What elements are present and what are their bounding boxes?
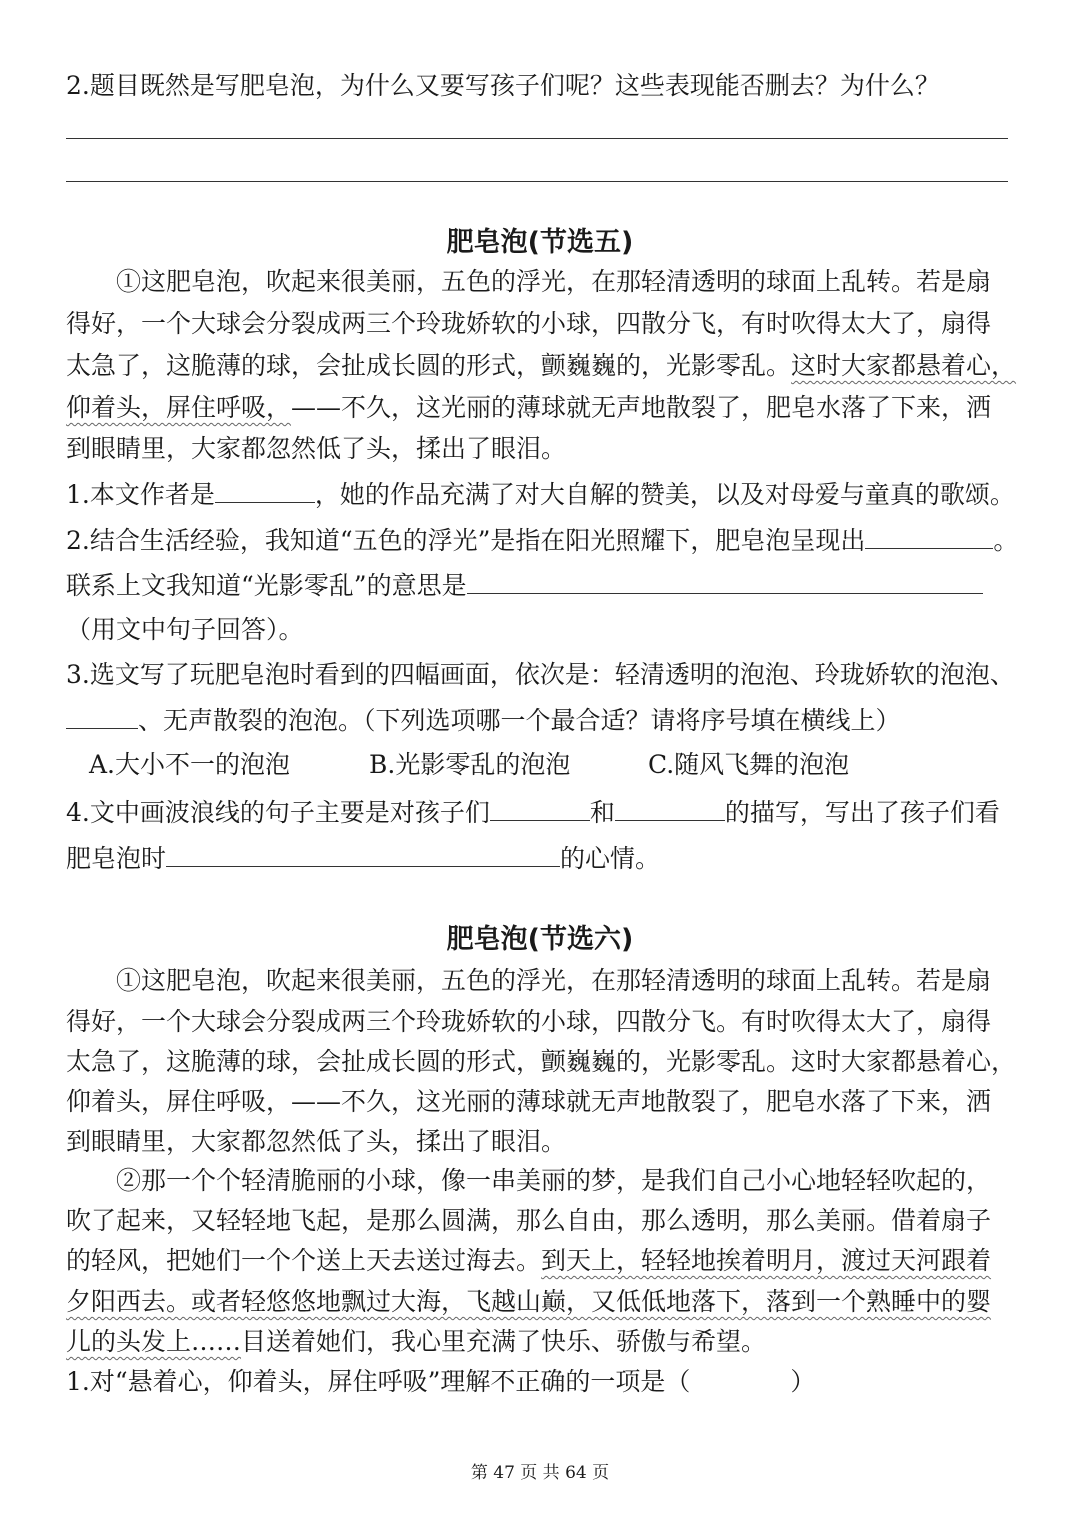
answer-line[interactable] (66, 181, 1008, 182)
wavy-underlined-text: 儿的头发上…… (66, 1327, 242, 1356)
passage-line (66, 1246, 991, 1276)
question-text: 2.题目既然是写肥皂泡，为什么又要写孩子们呢？这些表现能否删去？为什么？ (66, 71, 940, 100)
passage-line: 得好，一个大球会分裂成两三个玲珑娇软的小球，四散分飞。有时吹得太大了，扇得 (66, 1007, 992, 1036)
wavy-underlined-text: 这时大家都悬着心， (791, 351, 1017, 380)
question-text: 的描写，写出了孩子们看 (724, 798, 1000, 827)
answer-blank[interactable] (467, 569, 983, 594)
question-3-cont (66, 704, 901, 736)
section-title: 肥皂泡(节选六) (446, 924, 634, 955)
wavy-underlined-text: 仰着头，屏住呼吸， (66, 393, 292, 422)
wavy-underlined-text: 到天上，轻轻地挨着明月，渡过天河跟着 (541, 1246, 992, 1275)
question-text: 2.结合生活经验，我知道“五色的浮光”是指在阳光照耀下，肥皂泡呈现出 (66, 526, 866, 555)
passage-line: 仰着头，屏住呼吸，——不久，这光丽的薄球就无声地散裂了，肥皂水落了下来，洒 (66, 1087, 992, 1116)
passage-line: 吹了起来，又轻轻地飞起，是那么圆满，那么自由，那么透明，那么美丽。借着扇子 (66, 1206, 992, 1235)
passage-line: ②那一个个轻清脆丽的小球，像一串美丽的梦，是我们自己小心地轻轻吹起的， (116, 1166, 992, 1195)
question-4 (66, 796, 1000, 828)
option-c: C.随风飞舞的泡泡 (648, 750, 850, 779)
question-text: 3.选文写了玩肥皂泡时看到的四幅画面，依次是：轻清透明的泡泡、玲珑娇软的泡泡、 (66, 660, 1015, 689)
passage-line (66, 351, 1016, 381)
section-title: 肥皂泡(节选五) (446, 227, 634, 258)
passage-line (66, 1327, 766, 1357)
question-text: （用文中句子回答）。 (66, 615, 304, 644)
answer-blank[interactable] (215, 478, 315, 503)
passage-line: 到眼睛里，大家都忽然低了头，揉出了眼泪。 (66, 1127, 567, 1156)
page-footer: 第 47 页 共 64 页 (470, 1463, 610, 1483)
passage-segment: 目送着她们，我心里充满了快乐、骄傲与希望。 (241, 1327, 767, 1356)
passage-line (66, 1287, 991, 1317)
answer-blank[interactable] (490, 796, 590, 821)
question-2-cont (66, 569, 983, 601)
passage-line: ①这肥皂泡，吹起来很美丽，五色的浮光，在那轻清透明的球面上乱转。若是扇 (116, 966, 992, 995)
answer-blank[interactable] (865, 524, 993, 549)
question-4-cont (66, 842, 660, 874)
question-text: 1.本文作者是 (66, 480, 215, 509)
question-text: 肥皂泡时 (66, 844, 167, 873)
answer-blank[interactable] (615, 796, 725, 821)
question-text: ，她的作品充满了对大自解的赞美，以及对母爱与童真的歌颂。 (314, 480, 1015, 509)
passage-line: 得好，一个大球会分裂成两三个玲珑娇软的小球，四散分飞，有时吹得太大了，扇得 (66, 309, 992, 338)
question-text: 、无声散裂的泡泡。（下列选项哪一个最合适？请将序号填在横线上） (138, 706, 901, 735)
answer-line[interactable] (66, 138, 1008, 139)
answer-blank[interactable] (66, 704, 138, 729)
wavy-underlined-text: 夕阳西去。或者轻悠悠地飘过大海，飞越山巅，又低低地落下，落到一个熟睡中的婴 (66, 1287, 992, 1316)
passage-line: 到眼睛里，大家都忽然低了头，揉出了眼泪。 (66, 434, 567, 463)
passage-segment: 太急了，这脆薄的球，会扯成长圆的形式，颤巍巍的，光影零乱。 (66, 351, 792, 380)
question-text: 联系上文我知道“光影零乱”的意思是 (66, 571, 467, 600)
passage-segment: 的轻风，把她们一个个送上天去送过海去。 (66, 1246, 542, 1275)
question-text: 和 (589, 798, 615, 827)
question-2 (66, 524, 1018, 556)
passage-line: ①这肥皂泡，吹起来很美丽，五色的浮光，在那轻清透明的球面上乱转。若是扇 (116, 267, 992, 296)
option-a: A.大小不一的泡泡 (89, 750, 291, 779)
question-1 (66, 478, 1015, 510)
question-text: 1.对“悬着心，仰着头，屏住呼吸”理解不正确的一项是（ ） (66, 1367, 816, 1396)
question-text: 。 (993, 526, 1019, 555)
option-b: B.光影零乱的泡泡 (369, 750, 571, 779)
passage-line (66, 393, 991, 423)
answer-blank[interactable] (166, 842, 560, 867)
question-text: 的心情。 (560, 844, 661, 873)
passage-segment: ——不久，这光丽的薄球就无声地散裂了，肥皂水落了下来，洒 (291, 393, 992, 422)
passage-line: 太急了，这脆薄的球，会扯成长圆的形式，颤巍巍的，光影零乱。这时大家都悬着心， (66, 1047, 1017, 1076)
question-text: 4.文中画波浪线的句子主要是对孩子们 (66, 798, 490, 827)
